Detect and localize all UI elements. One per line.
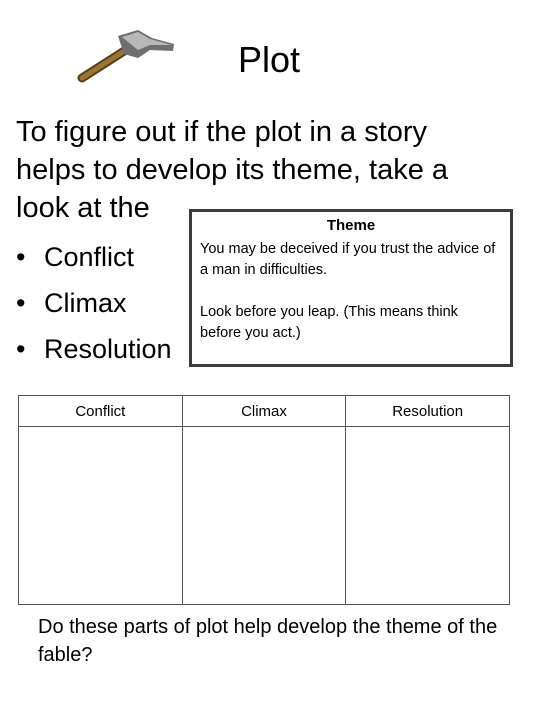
column-header-climax: Climax xyxy=(182,396,346,427)
plot-table xyxy=(18,395,510,605)
hammer-icon xyxy=(72,28,180,84)
resolution-cell[interactable] xyxy=(346,427,510,605)
column-header-resolution: Resolution xyxy=(346,396,510,427)
theme-text-2: Look before you leap. (This means think before you act.) xyxy=(200,304,458,341)
intro-text: To figure out if the plot in a story helps to develop its theme, take a look at the xyxy=(16,116,449,224)
theme-box xyxy=(189,209,513,367)
bullet-climax: • Climax xyxy=(16,280,172,326)
bullet-list xyxy=(16,234,172,372)
theme-text-1: You may be deceived if you trust the advice of a man in difficulties. xyxy=(200,241,496,278)
page-title: Plot xyxy=(238,39,301,80)
climax-cell[interactable] xyxy=(182,427,346,605)
conflict-cell[interactable] xyxy=(19,427,183,605)
bullet-conflict: • Conflict xyxy=(16,234,172,280)
table-header-row xyxy=(19,396,510,427)
question-text: Do these parts of plot help develop the theme of the fable? xyxy=(26,605,538,669)
theme-heading: Theme xyxy=(326,217,376,234)
table-row xyxy=(19,427,510,605)
bullet-resolution: • Resolution xyxy=(16,326,172,372)
column-header-conflict: Conflict xyxy=(19,396,183,427)
